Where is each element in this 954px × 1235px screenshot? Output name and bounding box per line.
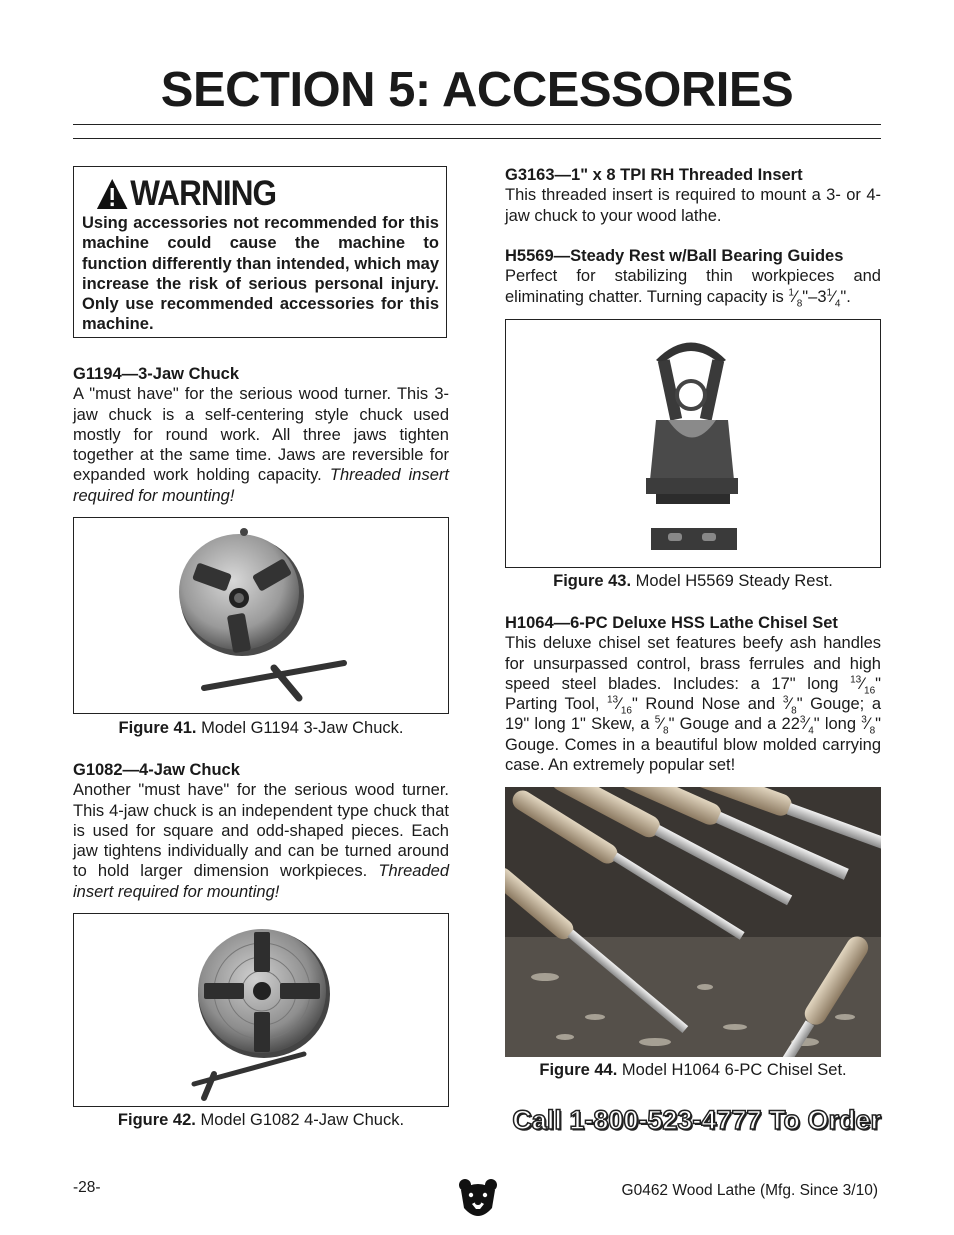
g1082-heading: G1082—4-Jaw Chuck [73, 761, 240, 779]
g1082-note: Threaded insert required for mounting! [73, 862, 449, 901]
figure-43-frame [505, 319, 881, 568]
capacity-separator: "–3 [802, 287, 827, 306]
h1064-heading: H1064—6-PC Deluxe HSS Lathe Chisel Set [505, 614, 838, 632]
page-number: -28- [73, 1179, 101, 1196]
g3163-body: This threaded insert is required to mount a 3- or 4-jaw chuck to your wood lathe. [505, 186, 881, 225]
figure-42-frame [73, 913, 449, 1107]
figure-44-text: Model H1064 6-PC Chisel Set. [621, 1061, 847, 1079]
g1194-body: A "must have" for the serious wood turner. This 3-jaw chuck is a self-centering style chuck used mostly for round work. All three jaws tighten together at the same time. Jaws are reversible for expanded work holding capacity. [73, 385, 449, 485]
fraction-numerator: 3 [782, 694, 789, 706]
warning-text: Using accessories not recommended for this machine could cause the machine to function differently than intended, which may increase the risk of serious personal injury. Only use recommended accessories for this machine. [82, 214, 439, 334]
h1064-body-7: " Gouge. Comes in a beautiful blow molded carrying case. An extremely popular set! [505, 715, 881, 775]
h5569-description: Perfect for stabilizing thin workpieces and eliminating chatter. Turning capacity is $^1⁄_8"-3^1⁄_4$". [505, 267, 881, 309]
fraction-numerator: 3 [861, 714, 867, 726]
fraction-denominator: 16 [620, 705, 632, 717]
warning-label: WARNING [130, 174, 277, 213]
h5569-section [505, 246, 881, 307]
fraction-denominator: 16 [864, 685, 876, 697]
g1194-section [73, 364, 449, 506]
figure-41-text: Model G1194 3-Jaw Chuck. [201, 719, 404, 737]
g3163-section [505, 165, 881, 226]
g1082-description [73, 780, 449, 902]
figure-41-frame [73, 517, 449, 714]
h1064-body-2: " Parting Tool, [505, 674, 881, 714]
chisel-set-image [505, 787, 881, 1057]
warning-header [96, 174, 276, 214]
figure-41-caption [73, 719, 449, 738]
h1064-description: This deluxe chisel set features beefy ash handles for unsurpassed control, brass ferrules and high speed steel blades. Includes: a 17" long $^{13}⁄_{16}$" Parting Tool, $^{13}⁄_{16}$" Round Nose and $^3⁄_8$" Gouge; a 19" long 1" Skew, a $^5⁄_8$" Gouge and a $22^3⁄_4$" long $^3⁄_8$" Gouge. Comes in a beautiful blow molded carrying case. An extremely popular set! [505, 634, 881, 775]
figure-43-label: Figure 43. [553, 572, 632, 590]
four-jaw-chuck-image [74, 914, 447, 1105]
order-phone-banner: Call 1-800-523-4777 To Order [512, 1105, 881, 1135]
figure-44-frame [505, 787, 881, 1057]
h5569-heading: H5569—Steady Rest w/Ball Bearing Guides [505, 247, 844, 265]
h1064-body-3: " Round Nose and [632, 695, 783, 714]
g3163-heading: G3163—1" x 8 TPI RH Threaded Insert [505, 166, 803, 184]
bear-logo-icon [458, 1176, 498, 1222]
fraction-numerator: 1 [788, 287, 794, 299]
fraction-denominator: 8 [663, 725, 669, 737]
fraction-denominator: 8 [796, 297, 803, 309]
h1064-section [505, 613, 881, 775]
fraction-numerator: 13 [850, 674, 862, 686]
three-jaw-chuck-image [74, 518, 447, 712]
h1064-body-1: This deluxe chisel set features beefy ash handles for unsurpassed control, brass ferrules and high speed steel blades. Includes: a 17" long [505, 634, 881, 693]
figure-42-text: Model G1082 4-Jaw Chuck. [200, 1111, 405, 1129]
g1082-section [73, 760, 449, 902]
figure-44-caption [505, 1061, 881, 1080]
h5569-body: Perfect for stabilizing thin workpieces and eliminating chatter. Turning capacity is [505, 267, 881, 306]
fraction-numerator: 3 [799, 714, 806, 726]
figure-43-caption [505, 572, 881, 591]
g1194-heading: G1194—3-Jaw Chuck [73, 365, 239, 383]
fraction-denominator: 8 [791, 705, 797, 717]
figure-42-caption [73, 1111, 449, 1130]
g1194-description [73, 384, 449, 506]
h1064-body-5: " Gouge and a 22 [668, 715, 800, 734]
h1064-body-4: " Gouge; a 19" long 1" Skew, a [505, 695, 881, 734]
fraction-numerator: 5 [654, 714, 661, 726]
fraction-numerator: 1 [826, 287, 833, 299]
fraction-denominator: 8 [869, 725, 876, 737]
fraction-numerator: 13 [606, 694, 619, 706]
figure-44-label: Figure 44. [539, 1061, 618, 1079]
figure-41-label: Figure 41. [118, 719, 197, 737]
g1194-note: Threaded insert required for mounting! [73, 466, 449, 505]
h1064-body-6: " long [813, 715, 862, 734]
fraction-denominator: 4 [834, 297, 841, 309]
figure-43-text: Model H5569 Steady Rest. [635, 572, 833, 590]
warning-triangle-icon [96, 178, 128, 210]
figure-42-label: Figure 42. [117, 1111, 196, 1129]
page-title: SECTION 5: ACCESSORIES [160, 63, 794, 117]
h5569-body-end: ". [840, 287, 851, 306]
manual-title: G0462 Wood Lathe (Mfg. Since 3/10) [621, 1182, 878, 1199]
g1082-body: Another "must have" for the serious wood turner. This 4-jaw chuck is an independent type chuck that is used for square and odd-shaped pieces. Each jaw tightens individually and can be turned around to hold larger dimension workpieces. [73, 781, 449, 881]
steady-rest-image [506, 320, 879, 566]
fraction-denominator: 4 [808, 725, 814, 737]
title-rule-top [73, 124, 881, 125]
title-rule-bottom [73, 138, 881, 139]
